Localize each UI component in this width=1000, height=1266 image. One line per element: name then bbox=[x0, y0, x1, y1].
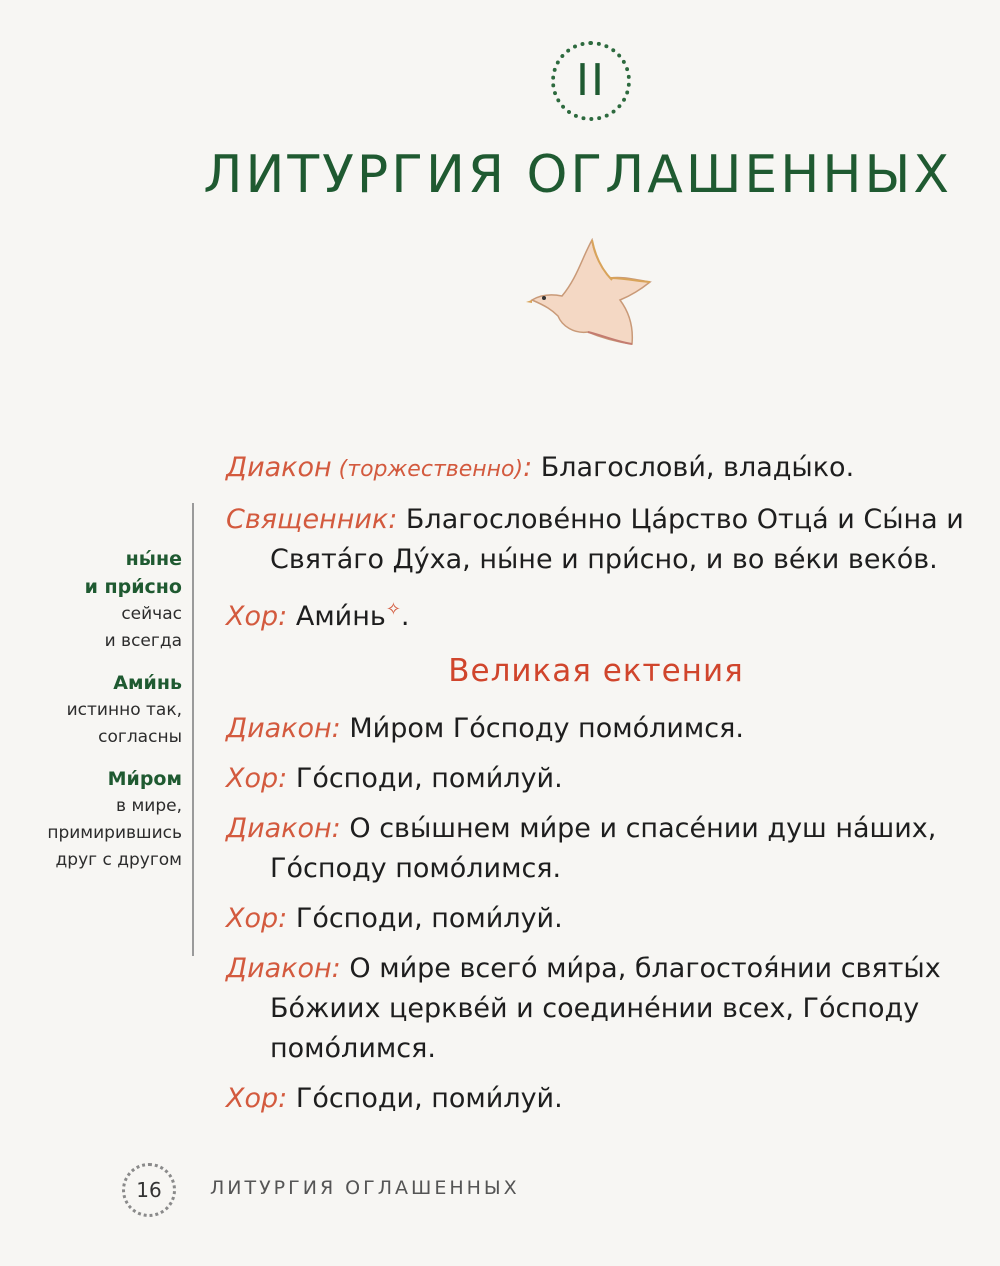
speaker-role: Священник bbox=[226, 504, 389, 535]
speaker-role: Хор bbox=[226, 1083, 279, 1114]
gloss-definition: в мире, bbox=[116, 796, 182, 816]
line-punctuation: . bbox=[400, 601, 410, 632]
colon: : bbox=[278, 601, 288, 632]
speaker-role: Диакон bbox=[226, 953, 332, 984]
dialogue-line bbox=[226, 899, 966, 939]
gloss-item bbox=[0, 765, 182, 874]
dialogue-line bbox=[226, 759, 966, 799]
line-text: Го́споди, поми́луй. bbox=[287, 903, 563, 934]
speaker-role: Хор bbox=[226, 601, 279, 632]
speaker-role: Диакон bbox=[226, 452, 332, 483]
line-text: Го́споди, поми́луй. bbox=[287, 763, 563, 794]
speaker-role: Диакон bbox=[226, 713, 332, 744]
colon: : bbox=[331, 713, 341, 744]
speaker-role: Диакон bbox=[226, 813, 332, 844]
speaker-role: Хор bbox=[226, 903, 279, 934]
running-head: ЛИТУРГИЯ ОГЛАШЕННЫХ bbox=[210, 1177, 520, 1199]
colon: : bbox=[523, 452, 533, 483]
dialogue-line bbox=[226, 1079, 966, 1119]
gloss-term: Ми́ром bbox=[107, 768, 182, 790]
dialogue-line bbox=[226, 709, 966, 749]
gloss-item bbox=[0, 669, 182, 751]
glossary-sidebar bbox=[0, 545, 182, 888]
gloss-definition: друг с другом bbox=[55, 850, 182, 870]
gloss-definition: сейчас bbox=[121, 604, 182, 624]
line-text: Ами́нь bbox=[287, 601, 386, 632]
gloss-term: и при́сно bbox=[84, 576, 182, 598]
sidebar-rule bbox=[192, 503, 194, 956]
gloss-definition: и всегда bbox=[104, 631, 182, 651]
gloss-term: ны́не bbox=[125, 548, 182, 570]
section-heading: Великая ектения bbox=[448, 653, 744, 689]
line-text: Ми́ром Го́споду помо́лимся. bbox=[340, 713, 744, 744]
stage-direction: (торжественно) bbox=[331, 457, 524, 482]
colon: : bbox=[278, 903, 288, 934]
colon: : bbox=[278, 763, 288, 794]
line-text: Благослови́, влады́ко. bbox=[532, 452, 855, 483]
chapter-number: II bbox=[576, 55, 606, 106]
line-text: Благослове́нно Ца́рство Отца́ и Сы́на и Свята́го Ду́ха, ны́не и при́сно, и во ве́ки веко́в. bbox=[270, 504, 964, 575]
dialogue-line bbox=[226, 809, 966, 889]
speaker-role: Хор bbox=[226, 763, 279, 794]
dialogue-line bbox=[226, 448, 966, 490]
gloss-term: Ами́нь bbox=[113, 672, 182, 694]
gloss-definition: примирившись bbox=[47, 823, 182, 843]
footnote-star-icon: ✧ bbox=[385, 599, 401, 620]
chapter-title: ЛИТУРГИЯ ОГЛАШЕННЫХ bbox=[203, 145, 952, 205]
colon: : bbox=[331, 953, 341, 984]
line-text: Го́споди, поми́луй. bbox=[287, 1083, 563, 1114]
gloss-definition: согласны bbox=[98, 727, 182, 747]
colon: : bbox=[331, 813, 341, 844]
colon: : bbox=[278, 1083, 288, 1114]
dialogue-line bbox=[226, 590, 966, 637]
line-text: О свы́шнем ми́ре и спасе́нии душ на́ших, Го́споду помо́лимся. bbox=[270, 813, 937, 884]
page-footer bbox=[122, 1163, 622, 1217]
liturgy-text bbox=[226, 448, 966, 1129]
dialogue-line bbox=[226, 500, 966, 580]
gloss-definition: истинно так, bbox=[66, 700, 182, 720]
colon: : bbox=[388, 504, 398, 535]
chapter-badge bbox=[551, 41, 631, 121]
page-number: 16 bbox=[122, 1163, 176, 1217]
gloss-item bbox=[0, 545, 182, 655]
line-text: О ми́ре всего́ ми́ра, благостоя́нии святы́х Бо́жиих церкве́й и соедине́нии всех, Го́споду помо́лимся. bbox=[270, 953, 941, 1064]
dove-icon bbox=[522, 238, 654, 356]
dialogue-line bbox=[226, 949, 966, 1069]
